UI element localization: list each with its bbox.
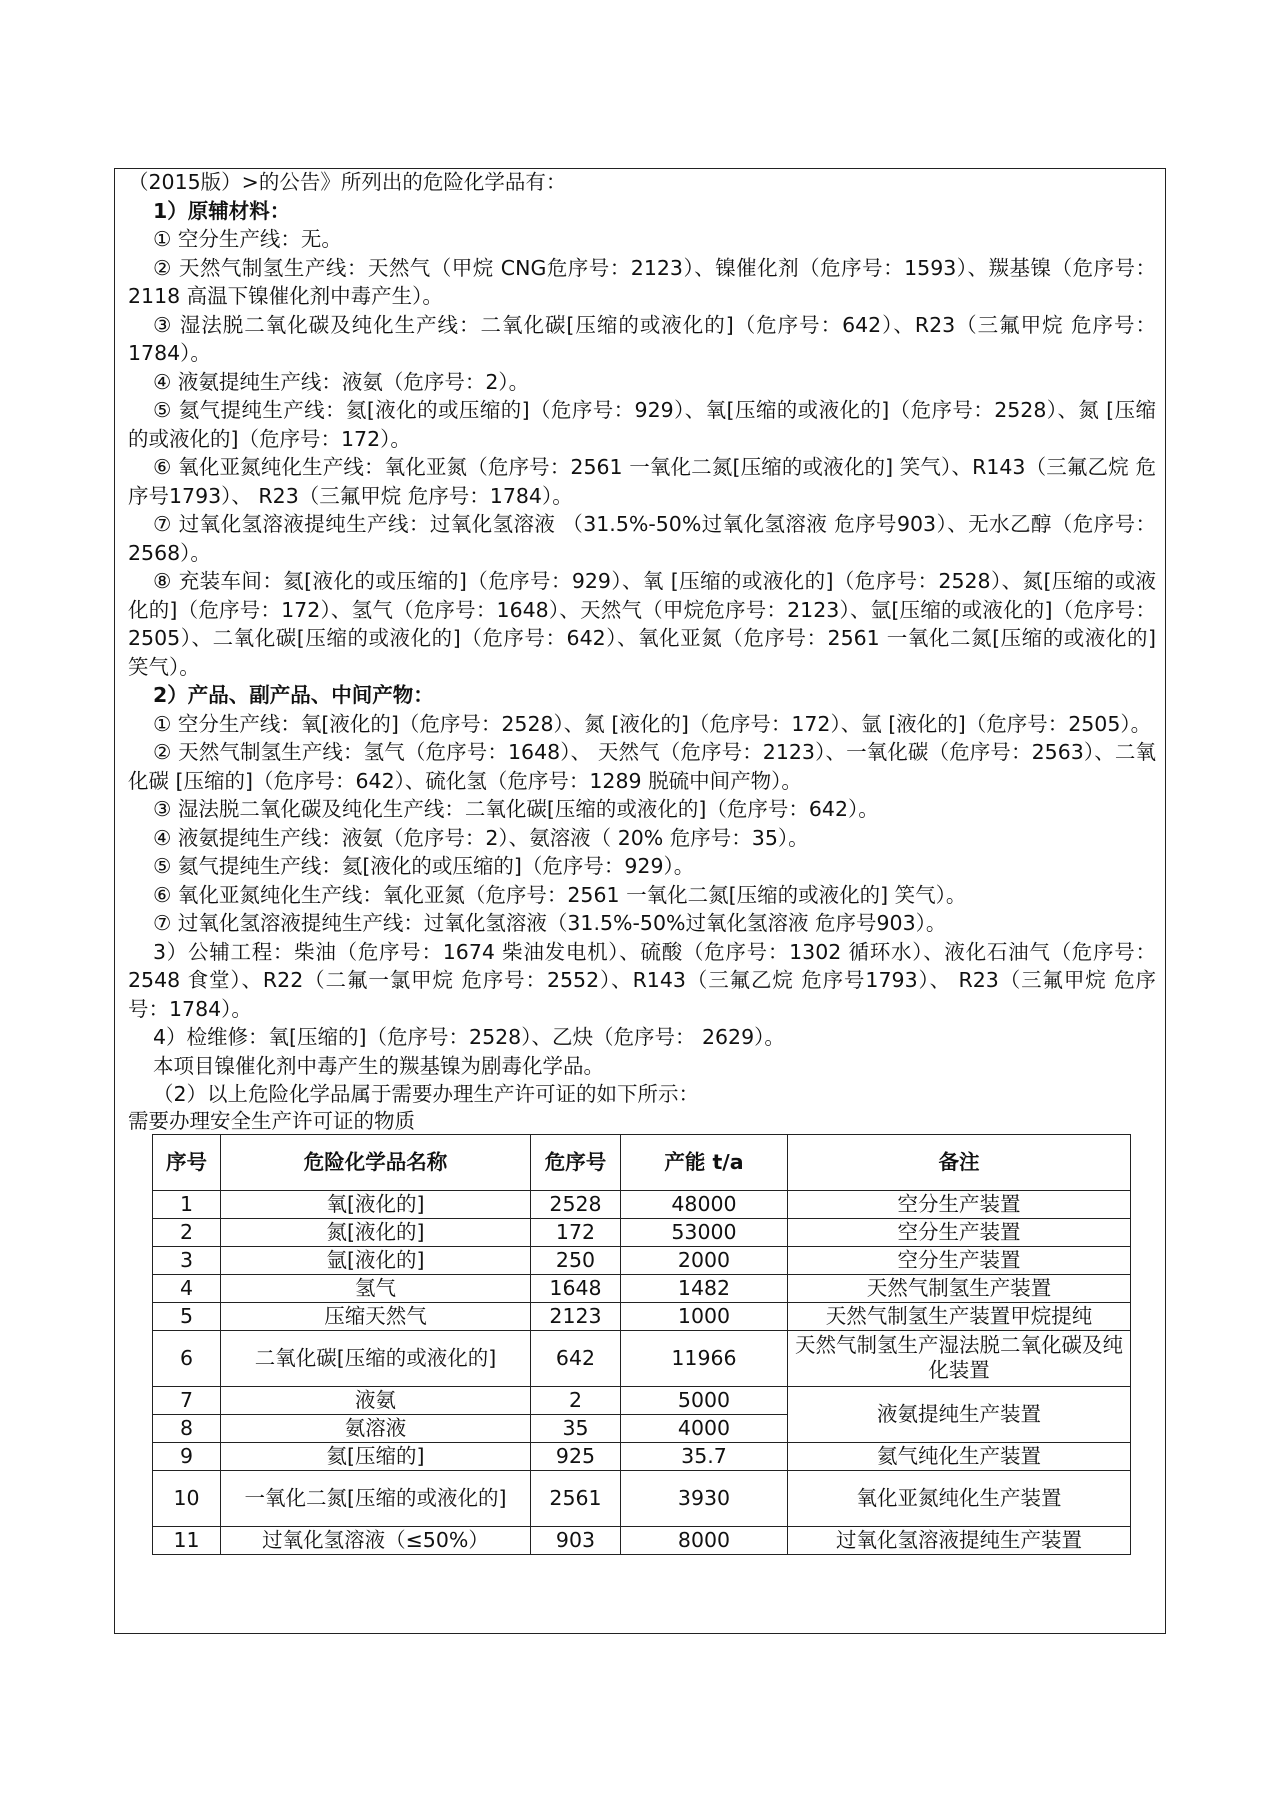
- header-code: 危序号: [531, 1134, 621, 1190]
- cell-name: 氧[液化的]: [221, 1190, 531, 1218]
- header-note: 备注: [788, 1134, 1131, 1190]
- table-row: [153, 1190, 1131, 1218]
- cell-no: 2: [153, 1218, 221, 1246]
- cell-capacity: 4000: [621, 1414, 788, 1442]
- paragraph: ① 空分生产线：无。: [153, 227, 342, 251]
- cell-code: 2123: [531, 1302, 621, 1330]
- cell-capacity: 1482: [621, 1274, 788, 1302]
- cell-code: 35: [531, 1414, 621, 1442]
- cell-capacity: 5000: [621, 1386, 788, 1414]
- cell-code: 925: [531, 1442, 621, 1470]
- cell-note: 空分生产装置: [788, 1218, 1131, 1246]
- cell-code: 1648: [531, 1274, 621, 1302]
- cell-code: 2561: [531, 1470, 621, 1526]
- cell-no: 6: [153, 1330, 221, 1386]
- cell-no: 11: [153, 1526, 221, 1554]
- table-row: [153, 1218, 1131, 1246]
- cell-no: 10: [153, 1470, 221, 1526]
- cell-code: 250: [531, 1246, 621, 1274]
- paragraph: ⑦ 过氧化氢溶液提纯生产线：过氧化氢溶液（31.5%-50%过氧化氢溶液 危序号903）。: [153, 911, 947, 935]
- cell-code: 2528: [531, 1190, 621, 1218]
- paragraph: 3）公辅工程：柴油（危序号：1674 柴油发电机）、硫酸（危序号：1302 循环水）、液化石油气（危序号：2548 食堂）、R22（二氟一氯甲烷 危序号：2552）、R143（三氟乙烷 危序号1793）、 R23（三氟甲烷 危序号：1784）。: [128, 939, 1156, 1021]
- cell-capacity: 53000: [621, 1218, 788, 1246]
- header-capacity: 产能 t/a: [621, 1134, 788, 1190]
- cell-code: 903: [531, 1526, 621, 1554]
- cell-name: 液氨: [221, 1386, 531, 1414]
- paragraph: ② 天然气制氢生产线：氢气（危序号：1648）、 天然气（危序号：2123）、一氧化碳（危序号：2563）、二氧化碳 [压缩的]（危序号：642）、硫化氢（危序号：1289 脱硫中间产物）。: [128, 740, 1156, 793]
- paragraph: ⑦ 过氧化氢溶液提纯生产线：过氧化氢溶液 （31.5%-50%过氧化氢溶液 危序号903）、无水乙醇（危序号：2568）。: [128, 512, 1156, 565]
- cell-note: 空分生产装置: [788, 1246, 1131, 1274]
- paragraph: ④ 液氨提纯生产线：液氨（危序号：2）。: [153, 369, 530, 394]
- paragraph: ⑥ 氧化亚氮纯化生产线：氧化亚氮（危序号：2561 一氧化二氮[压缩的或液化的] 笑气）。: [153, 882, 967, 907]
- cell-note: 氧化亚氮纯化生产装置: [788, 1470, 1131, 1526]
- cell-note: 天然气制氢生产装置: [788, 1274, 1131, 1302]
- cell-no: 8: [153, 1414, 221, 1442]
- cell-no: 5: [153, 1302, 221, 1330]
- cell-capacity: 11966: [621, 1330, 788, 1386]
- paragraph: （2015版）>的公告》所列出的危险化学品有：: [128, 170, 567, 194]
- table-row: [153, 1470, 1131, 1526]
- cell-note: 天然气制氢生产装置甲烷提纯: [788, 1302, 1131, 1330]
- paragraph: ④ 液氨提纯生产线：液氨（危序号：2）、氨溶液（ 20% 危序号：35）。: [153, 825, 809, 850]
- table-row: [153, 1330, 1131, 1386]
- cell-note: 氦气纯化生产装置: [788, 1442, 1131, 1470]
- paragraph: 2）产品、副产品、中间产物：: [153, 683, 434, 707]
- paragraph: ⑥ 氧化亚氮纯化生产线：氧化亚氮（危序号：2561 一氧化二氮[压缩的或液化的] 笑气）、R143（三氟乙烷 危序号1793）、 R23（三氟甲烷 危序号：1784）。: [128, 455, 1156, 508]
- paragraph: ⑤ 氦气提纯生产线：氦[液化的或压缩的]（危序号：929）。: [153, 854, 695, 878]
- cell-name: 氮[液化的]: [221, 1218, 531, 1246]
- table-row: [153, 1246, 1131, 1274]
- paragraph: ⑤ 氦气提纯生产线：氦[液化的或压缩的]（危序号：929）、氧[压缩的或液化的]（危序号：2528）、氮 [压缩的或液化的]（危序号：172）。: [128, 398, 1156, 451]
- cell-capacity: 1000: [621, 1302, 788, 1330]
- cell-capacity: 3930: [621, 1470, 788, 1526]
- cell-no: 4: [153, 1274, 221, 1302]
- cell-name: 过氧化氢溶液（≤50%）: [221, 1526, 531, 1554]
- paragraph: 4）检维修：氧[压缩的]（危序号：2528）、乙炔（危序号： 2629）。: [153, 1025, 785, 1049]
- paragraph: ③ 湿法脱二氧化碳及纯化生产线：二氧化碳[压缩的或液化的]（危序号：642）、R23（三氟甲烷 危序号：1784）。: [128, 312, 1156, 365]
- table-row: [153, 1442, 1131, 1470]
- table-header-row: [153, 1134, 1131, 1190]
- paragraph: ① 空分生产线：氧[液化的]（危序号：2528）、氮 [液化的]（危序号：172）、氩 [液化的]（危序号：2505）。: [153, 711, 1152, 736]
- header-no: 序号: [153, 1134, 221, 1190]
- paragraph: ③ 湿法脱二氧化碳及纯化生产线：二氧化碳[压缩的或液化的]（危序号：642）。: [153, 797, 879, 821]
- cell-name: 压缩天然气: [221, 1302, 531, 1330]
- table-caption: 需要办理安全生产许可证的物质: [128, 1108, 415, 1133]
- cell-code: 172: [531, 1218, 621, 1246]
- cell-note: 天然气制氢生产湿法脱二氧化碳及纯化装置: [788, 1330, 1131, 1386]
- header-name: 危险化学品名称: [221, 1134, 531, 1190]
- paragraph: 1）原辅材料：: [153, 198, 291, 223]
- text-body: [128, 168, 1156, 1109]
- table-row: [153, 1302, 1131, 1330]
- document-content: [128, 168, 1156, 1555]
- cell-no: 9: [153, 1442, 221, 1470]
- cell-note: 过氧化氢溶液提纯生产装置: [788, 1526, 1131, 1554]
- cell-name: 氢气: [221, 1274, 531, 1302]
- cell-name: 氦[压缩的]: [221, 1442, 531, 1470]
- cell-name: 一氧化二氮[压缩的或液化的]: [221, 1470, 531, 1526]
- cell-capacity: 35.7: [621, 1442, 788, 1470]
- paragraph: 本项目镍催化剂中毒产生的羰基镍为剧毒化学品。: [153, 1053, 604, 1078]
- cell-note: 空分生产装置: [788, 1190, 1131, 1218]
- paragraph: ② 天然气制氢生产线：天然气（甲烷 CNG危序号：2123）、镍催化剂（危序号：1593）、羰基镍（危序号：2118 高温下镍催化剂中毒产生）。: [128, 255, 1156, 308]
- cell-no: 1: [153, 1190, 221, 1218]
- table-row: [153, 1386, 1131, 1414]
- cell-no: 7: [153, 1386, 221, 1414]
- cell-capacity: 8000: [621, 1526, 788, 1554]
- cell-name: 氨溶液: [221, 1414, 531, 1442]
- cell-code: 642: [531, 1330, 621, 1386]
- hazardous-chemicals-table: [152, 1134, 1131, 1555]
- cell-capacity: 2000: [621, 1246, 788, 1274]
- table-row: [153, 1274, 1131, 1302]
- cell-code: 2: [531, 1386, 621, 1414]
- cell-no: 3: [153, 1246, 221, 1274]
- cell-name: 二氧化碳[压缩的或液化的]: [221, 1330, 531, 1386]
- cell-capacity: 48000: [621, 1190, 788, 1218]
- table-row: [153, 1526, 1131, 1554]
- cell-note: 液氨提纯生产装置: [788, 1386, 1131, 1442]
- cell-name: 氩[液化的]: [221, 1246, 531, 1274]
- paragraph: ⑧ 充装车间：氦[液化的或压缩的]（危序号：929）、氧 [压缩的或液化的]（危序号：2528）、氮[压缩的或液化的]（危序号：172）、氢气（危序号：1648）、天然气（甲烷危序号：2123）、氩[压缩的或液化的]（危序号：2505）、二氧化碳[压缩的或液化的]（危序号：642）、氧化亚氮（危序号：2561 一氧化二氮[压缩的或液化的] 笑气）。: [128, 569, 1156, 679]
- paragraph: （2）以上危险化学品属于需要办理生产许可证的如下所示：: [153, 1082, 700, 1106]
